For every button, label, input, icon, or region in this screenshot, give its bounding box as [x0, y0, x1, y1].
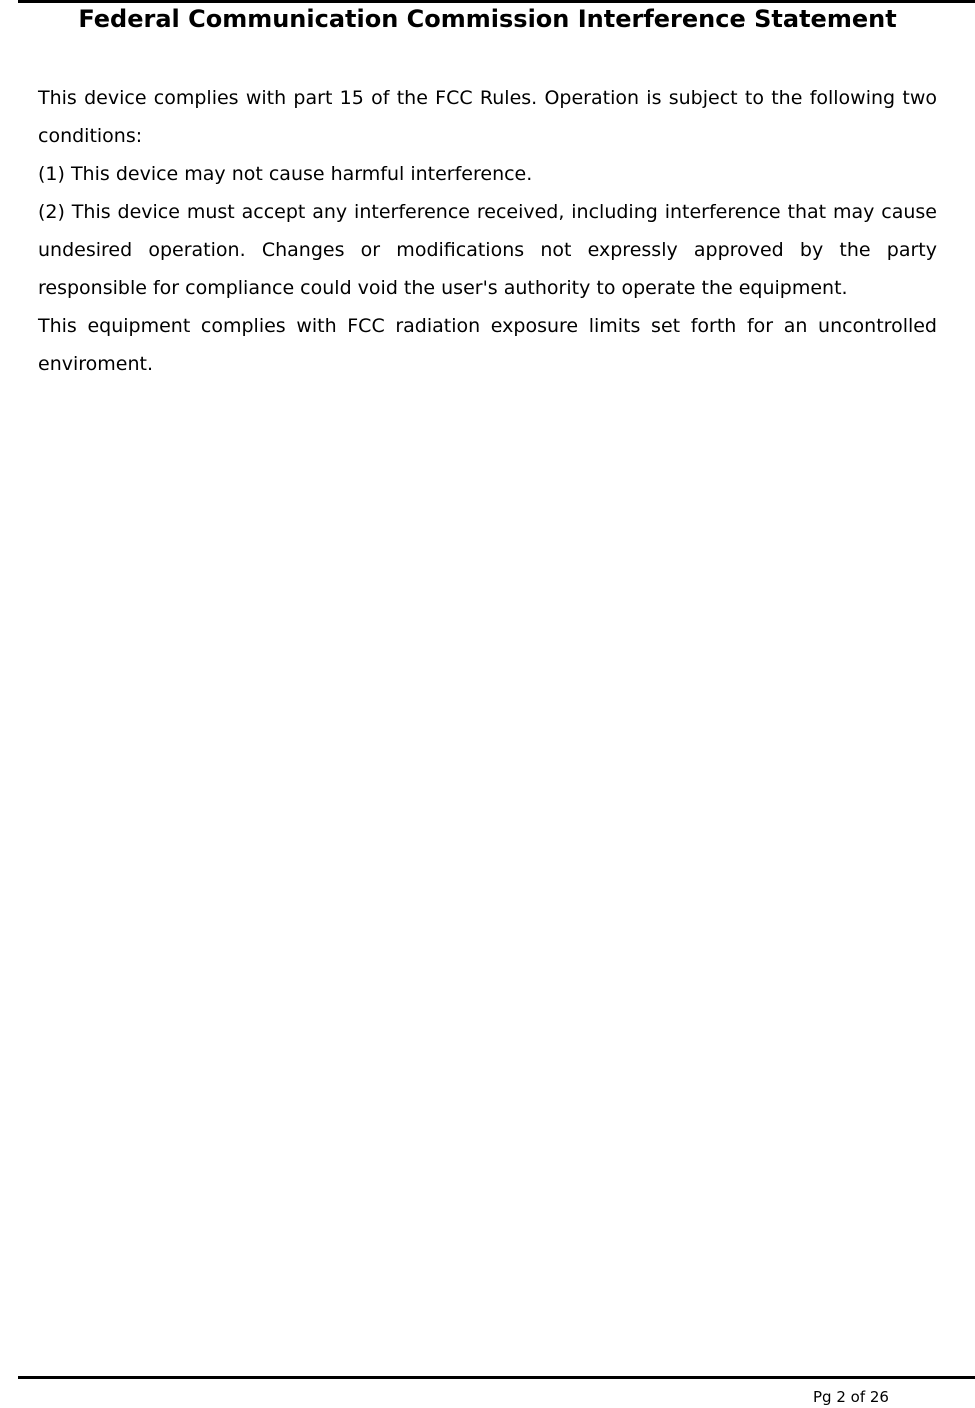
compliance-paragraph: This device complies with part 15 of the FCC Rules. Operation is subject to the following two conditions: — [38, 87, 937, 147]
condition-2-paragraph: (2) This device must accept any interference received, including interference that may cause undesired operation. Changes or modifications not expressly approved by the party responsible for compliance could void the user's authority to operate the equipment. — [38, 201, 937, 299]
condition-1-paragraph: (1) This device may not cause harmful interference. — [38, 163, 533, 185]
statement-body — [38, 79, 937, 383]
page-title: Federal Communication Commission Interference Statement — [78, 5, 897, 33]
radiation-exposure-paragraph: This equipment complies with FCC radiation exposure limits set forth for an uncontrolled enviroment. — [38, 315, 937, 375]
page-number: Pg 2 of 26 — [813, 1388, 889, 1406]
footer-rule — [18, 1376, 975, 1379]
